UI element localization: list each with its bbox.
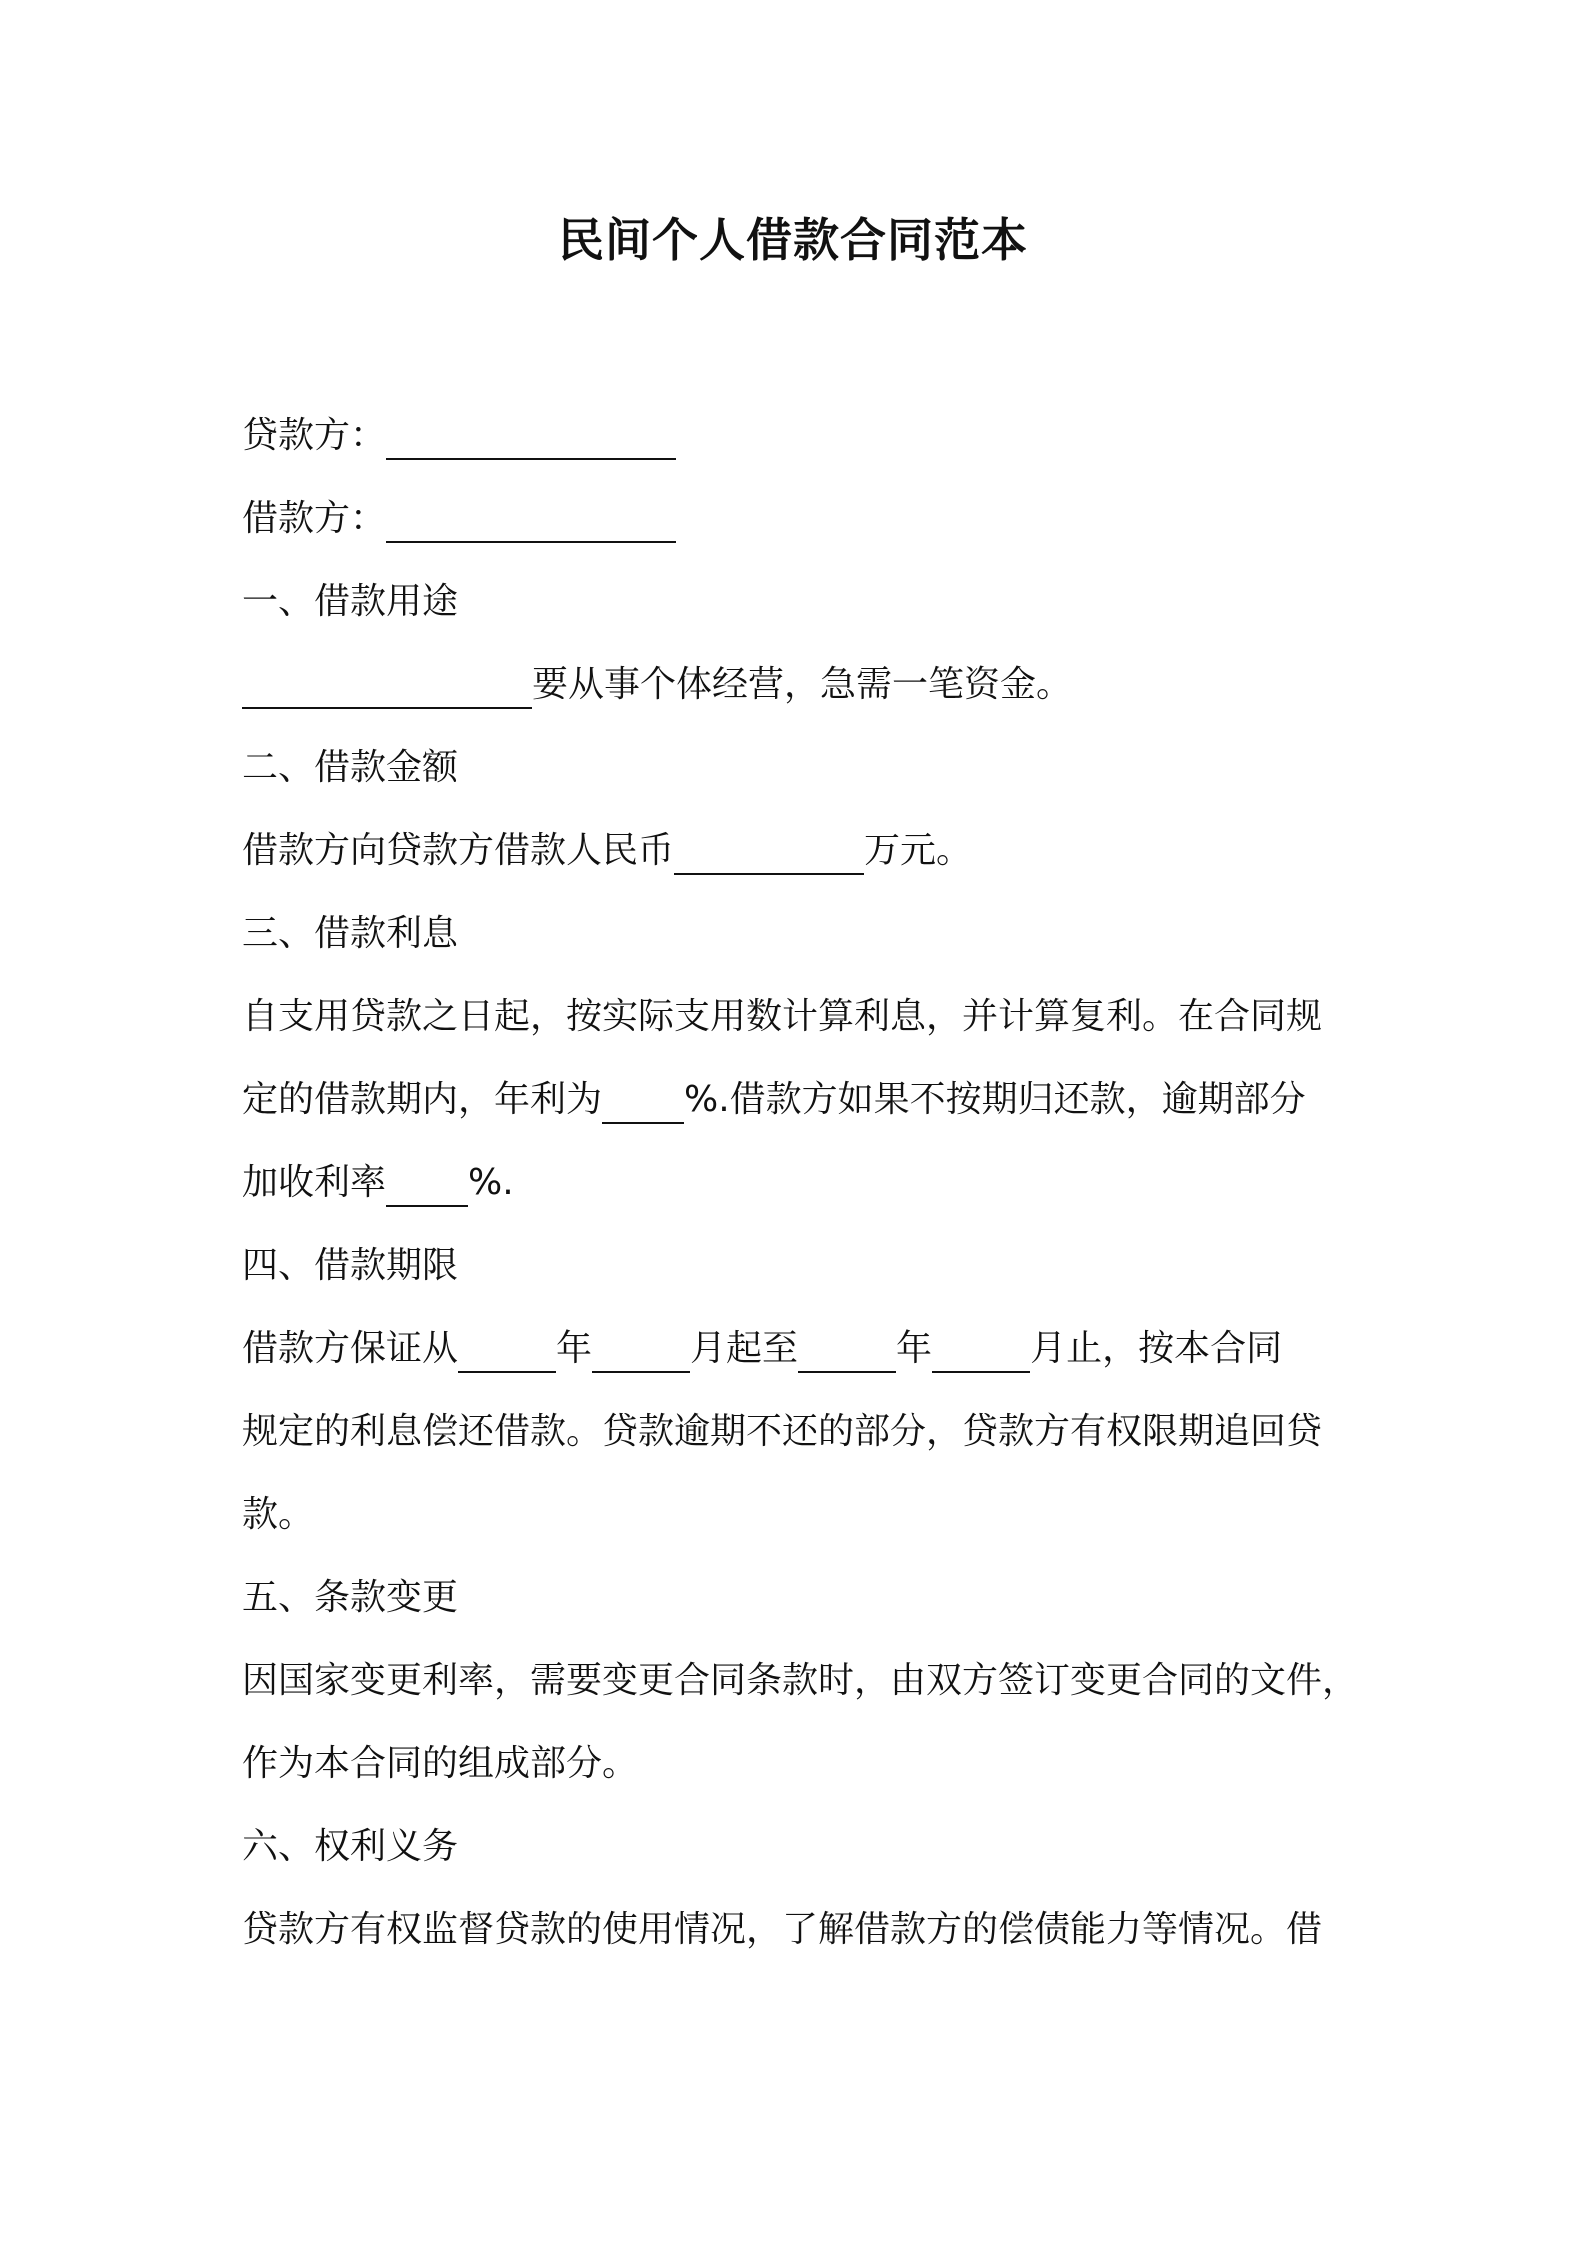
section4-line1-c: 月起至 — [690, 1328, 799, 1369]
section4-line1-a: 借款方保证从 — [242, 1328, 459, 1369]
section1-heading: 一、借款用途 — [242, 581, 459, 622]
section5-line1: 因国家变更利率，需要变更合同条款时，由双方签订变更合同的文件， — [242, 1660, 1359, 1701]
amount-blank — [674, 833, 864, 875]
borrower-line — [242, 493, 1362, 545]
overdue-rate-blank — [386, 1165, 468, 1207]
section4-heading: 四、借款期限 — [242, 1245, 459, 1286]
section6-heading: 六、权利义务 — [242, 1826, 459, 1867]
section3-line3-a: 加收利率 — [242, 1162, 387, 1203]
section4-line1 — [242, 1323, 1362, 1375]
end-month-blank — [932, 1331, 1030, 1373]
section1-text-line — [242, 659, 1362, 711]
section4-line1-d: 年 — [896, 1328, 933, 1369]
section5-line2: 作为本合同的组成部分。 — [242, 1743, 639, 1784]
document-title: 民间个人借款合同范本 — [558, 213, 1028, 267]
section3-line1: 自支用贷款之日起，按实际支用数计算利息，并计算复利。在合同规 — [242, 996, 1323, 1037]
section2-text-line — [242, 825, 1362, 877]
section1-text: 要从事个体经营，急需一笔资金。 — [532, 664, 1073, 705]
start-year-blank — [458, 1331, 556, 1373]
borrower-blank — [386, 501, 676, 543]
section4-line3: 款。 — [242, 1494, 315, 1535]
section4-line1-e: 月止，按本合同 — [1030, 1328, 1283, 1369]
purpose-blank — [242, 667, 532, 709]
section4-line1-b: 年 — [556, 1328, 593, 1369]
section3-line3-b: %. — [468, 1162, 514, 1203]
section3-line2-b: %.借款方如果不按期归还款，逾期部分 — [684, 1079, 1306, 1120]
annual-rate-blank — [602, 1082, 684, 1124]
section3-heading: 三、借款利息 — [242, 913, 459, 954]
section2-suffix: 万元。 — [864, 830, 973, 871]
borrower-label: 借款方： — [242, 498, 387, 539]
section3-line3 — [242, 1157, 1362, 1209]
lender-line — [242, 410, 1362, 462]
section3-line2-a: 定的借款期内，年利为 — [242, 1079, 603, 1120]
lender-blank — [386, 418, 676, 460]
start-month-blank — [592, 1331, 690, 1373]
section4-line2: 规定的利息偿还借款。贷款逾期不还的部分，贷款方有权限期追回贷 — [242, 1411, 1323, 1452]
section6-line1: 贷款方有权监督贷款的使用情况，了解借款方的偿债能力等情况。借 — [242, 1909, 1323, 1950]
section2-prefix: 借款方向贷款方借款人民币 — [242, 830, 675, 871]
end-year-blank — [798, 1331, 896, 1373]
section3-line2 — [242, 1074, 1362, 1126]
section5-heading: 五、条款变更 — [242, 1577, 459, 1618]
lender-label: 贷款方： — [242, 415, 387, 456]
section2-heading: 二、借款金额 — [242, 747, 459, 788]
